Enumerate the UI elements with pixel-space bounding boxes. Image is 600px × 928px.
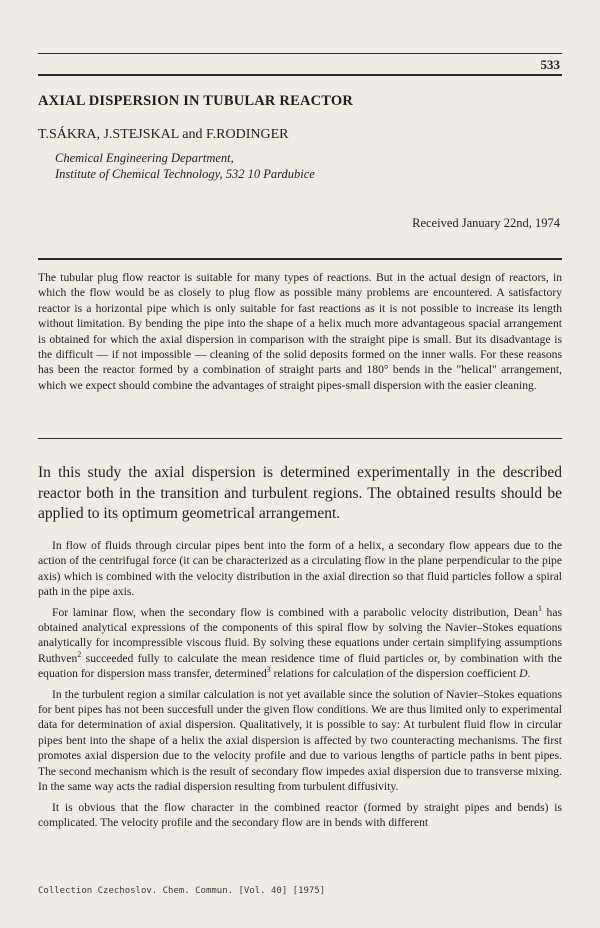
received-date: Received January 22nd, 1974 xyxy=(412,216,560,230)
article-title: AXIAL DISPERSION IN TUBULAR REACTOR xyxy=(38,93,354,109)
header-rule xyxy=(38,74,562,76)
p2-text-b: has obtained analytical expressions of the components of this spiral flow by solving the Navier–Stokes equations analytically for incompressible viscous fluid. By solving these equations under certain simplifying assumptions Ruthven xyxy=(38,605,562,665)
dispersion-coefficient-symbol: D xyxy=(519,667,528,681)
journal-footer: Collection Czechoslov. Chem. Commun. [Vol. 40] [1975] xyxy=(38,886,326,896)
paragraph-2 xyxy=(38,605,562,682)
affiliation-department: Chemical Engineering Department, xyxy=(55,151,234,165)
page-number: 533 xyxy=(540,57,560,72)
top-rule xyxy=(38,53,562,54)
citation-2: 2 xyxy=(77,649,82,659)
p2-text-c: succeeded fully to calculate the mean residence time of fluid particles or, by combination with the equation for dispersion mass transfer, determined xyxy=(38,651,562,681)
intro-paragraph: In this study the axial dispersion is determined experimentally in the described reactor both in the transition and turbulent regions. The obtained results should be applied to its optimum geometrical arrangement. xyxy=(38,464,562,522)
abstract-bottom-rule xyxy=(38,438,562,439)
citation-1: 1 xyxy=(538,603,543,613)
p2-text-d: relations for calculation of the dispersion coefficient xyxy=(270,667,520,681)
body-text xyxy=(38,538,562,835)
paragraph-1: In flow of fluids through circular pipes bent into the form of a helix, a secondary flow appears due to the action of the centrifugal force (it can be characterized as a circulating flow in the plane perpendicular to the pipe axis) which is combined with the velocity distribution in the axial direction so that fluid particles follow a spiral path in the pipe axis. xyxy=(38,539,562,599)
abstract: The tubular plug flow reactor is suitable for many types of reactions. But in the actual design of reactors, in which the flow would be as closely to plug flow as possible many problems are encountered. A satisfactory reactor is a horizontal pipe which is only suitable for fast reactions as it is not possible to increase its length without limitation. By bending the pipe into the shape of a helix much more advantageous spacial arrangement is obtained for which the axial dispersion in comparison with the straight pipe is small. But its disadvantage is the difficult — if not impossible — cleaning of the solid deposits formed on the inner walls. For these reasons has been the reactor formed by a combination of straight parts and 180° bends in the "helical" arrangement, which we expect should combine the advantages of straight pipes-small dispersion with the easier cleaning. xyxy=(38,271,562,392)
p2-text-a: For laminar flow, when the secondary flow is combined with a parabolic velocity distribution, Dean xyxy=(52,605,539,619)
abstract-top-rule xyxy=(38,258,562,260)
paragraph-3: In the turbulent region a similar calculation is not yet available since the solution of Navier–Stokes equations for bent pipes has not been succesfull under the given flow conditions. We are thus limited only to experimental data for determination of axial dispersion. Qualitatively, it is possible to say: At turbulent fluid flow in circular pipes bent into the shape of a helix the axial dispersion is affected by two counteracting mechanisms. The first promotes axial dispersion due to the velocity profile and due to various lengths of particle paths in bent pipes. The second mechanism which is the result of secondary flow impedes axial dispersion due to transverse mixing. In the same way acts the radial dispersion resulting from turbulent diffusivity. xyxy=(38,687,562,794)
citation-3: 3 xyxy=(266,665,271,675)
author-list: T.SÁKRA, J.STEJSKAL and F.RODINGER xyxy=(38,127,289,142)
affiliation-institute: Institute of Chemical Technology, 532 10 Pardubice xyxy=(55,167,315,181)
paragraph-4: It is obvious that the flow character in the combined reactor (formed by straight pipes and bends) is complicated. The velocity profile and the secondary flow are in bends with different xyxy=(38,800,562,829)
p2-text-e: . xyxy=(527,667,531,681)
